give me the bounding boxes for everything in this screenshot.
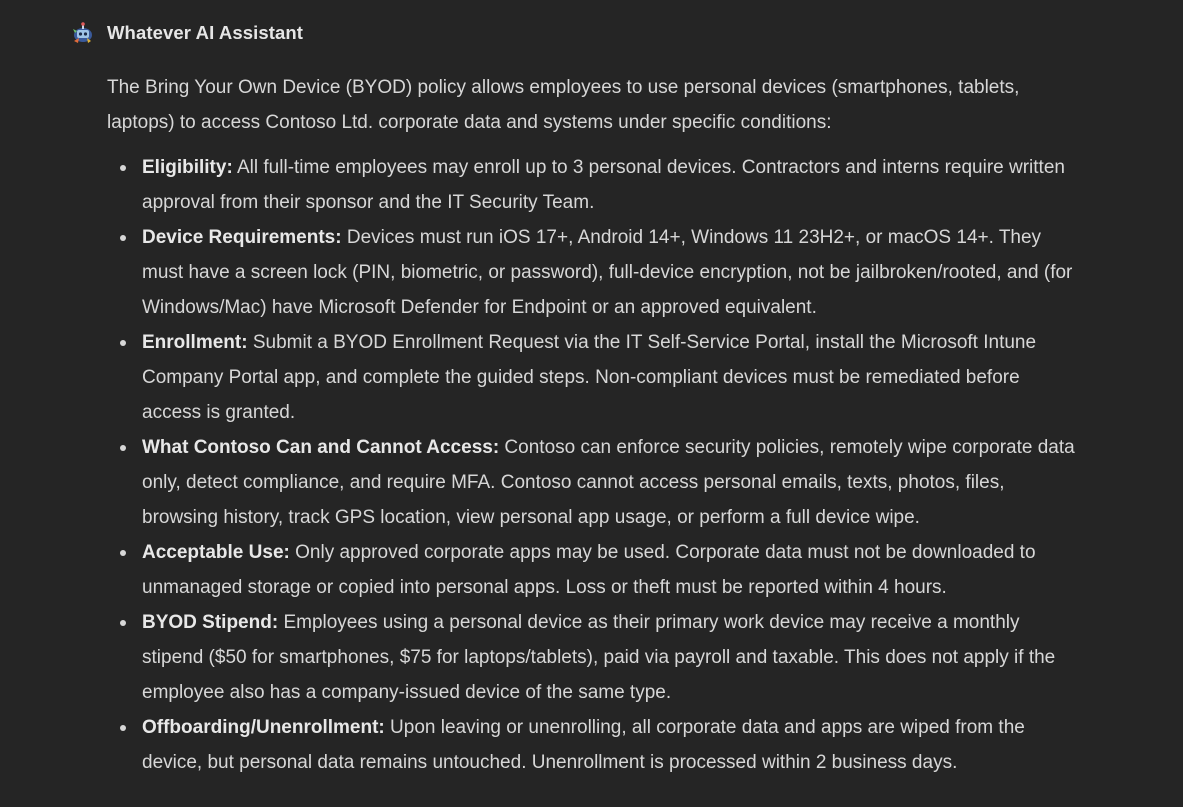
list-item	[142, 710, 1077, 780]
list-item-term: Acceptable Use:	[142, 542, 290, 563]
list-item-text: Devices must run iOS 17+, Android 14+, Windows 11 23H2+, or macOS 14+. They must have a screen lock (PIN, biometric, or password), full-device encryption, not be jailbroken/rooted, and (for Windows/Mac) have Microsoft Defender for Endpoint or an approved equivalent.	[142, 227, 1073, 318]
policy-list	[107, 150, 1077, 780]
list-item	[142, 535, 1077, 605]
list-item-text: Employees using a personal device as their primary work device may receive a monthly stipend ($50 for smartphones, $75 for laptops/tablets), paid via payroll and taxable. This does not apply if the employee also has a company-issued device of the same type.	[142, 612, 1056, 703]
list-item-term: Device Requirements:	[142, 227, 342, 248]
assistant-name: Whatever AI Assistant	[107, 22, 304, 43]
list-item	[142, 605, 1077, 710]
list-item-term: BYOD Stipend:	[142, 612, 279, 633]
list-item	[142, 150, 1077, 220]
robot-avatar-icon	[70, 21, 95, 46]
list-item-text: Upon leaving or unenrolling, all corporate data and apps are wiped from the device, but personal data remains untouched. Unenrollment is processed within 2 business days.	[142, 717, 1025, 773]
list-item-term: Enrollment:	[142, 332, 248, 353]
assistant-header	[70, 20, 303, 46]
list-item-term: Offboarding/Unenrollment:	[142, 717, 385, 738]
list-item	[142, 430, 1077, 535]
list-item-text: Only approved corporate apps may be used. Corporate data must not be downloaded to unmanaged storage or copied into personal apps. Loss or theft must be reported within 4 hours.	[142, 542, 1036, 598]
list-item	[142, 325, 1077, 430]
list-item-term: What Contoso Can and Cannot Access:	[142, 437, 500, 458]
assistant-message	[107, 70, 1077, 780]
message-intro: The Bring Your Own Device (BYOD) policy allows employees to use personal devices (smartphones, tablets, laptops) to access Contoso Ltd. corporate data and systems under specific conditions:	[107, 77, 1020, 133]
list-item-text: Submit a BYOD Enrollment Request via the IT Self-Service Portal, install the Microsoft Intune Company Portal app, and complete the guided steps. Non-compliant devices must be remediated before access is granted.	[142, 332, 1037, 423]
list-item-text: Contoso can enforce security policies, remotely wipe corporate data only, detect compliance, and require MFA. Contoso cannot access personal emails, texts, photos, files, browsing history, track GPS location, view personal app usage, or perform a full device wipe.	[142, 437, 1075, 528]
list-item-text: All full-time employees may enroll up to 3 personal devices. Contractors and interns require written approval from their sponsor and the IT Security Team.	[142, 157, 1065, 213]
list-item	[142, 220, 1077, 325]
list-item-term: Eligibility:	[142, 157, 233, 178]
